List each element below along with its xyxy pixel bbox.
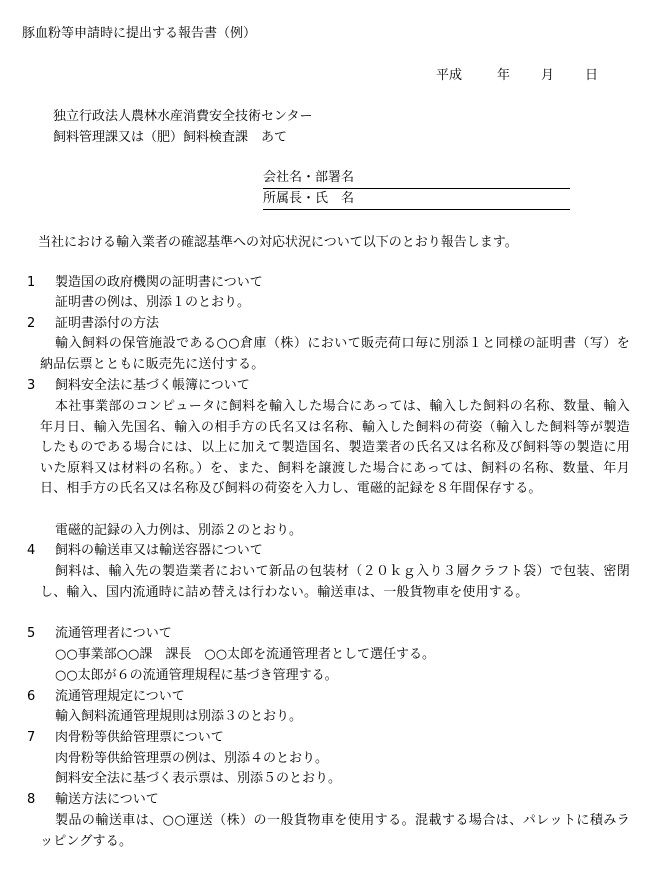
- section-number: 3: [27, 378, 36, 393]
- section-body: 輸入飼料流通管理規則は別添３のとおり。: [55, 709, 303, 724]
- intro-text: 当社における輸入業者の確認基準への対応状況について以下のとおり報告します。: [38, 235, 518, 250]
- manager-name-field: 所属長・氏 名: [263, 189, 570, 210]
- addressee-organization: 独立行政法人農林水産消費安全技術センター: [53, 109, 313, 124]
- section-heading: 流通管理者について: [55, 626, 172, 641]
- section-number: 5: [27, 626, 36, 641]
- section-body: 電磁的記録の入力例は、別添２のとおり。: [55, 523, 303, 538]
- section-body: 肉骨粉等供給管理票の例は、別添４のとおり。: [55, 751, 329, 766]
- section-body: 飼料は、輸入先の製造業者において新品の包装材（２０ｋｇ入り３層クラフト袋）で包装、密閉し、輸入、国内流通時に詰め替えは行わない。輸送車は、一般貨物車を使用する。: [40, 564, 630, 600]
- section-heading: 飼料の輸送車又は輸送容器について: [55, 543, 263, 558]
- addressee-department: 飼料管理課又は（肥）飼料検査課 あて: [53, 130, 288, 145]
- section-body: 本社事業部のコンピュータに飼料を輸入した場合にあっては、輸入した飼料の名称、数量、輸入年月日、輸入先国名、輸入の相手方の氏名又は名称、輸入した飼料の荷姿（輸入した飼料等が製造したものである場合には、以上に加えて製造国名、製造業者の氏名又は名称及び飼料等の製造に用いた原料又は材料の名称。）を、また、飼料を譲渡した場合にあっては、飼料の名称、数量、年月日、相手方の氏名又は名称及び飼料の荷姿を入力し、電磁的記録を８年間保存する。: [40, 399, 630, 497]
- date-era: 平成: [436, 68, 463, 83]
- section-body: ○○事業部○○課 課長 ○○太郎を流通管理者として選任する。: [55, 647, 436, 662]
- section-number: 8: [27, 792, 36, 807]
- section-heading: 製造国の政府機関の証明書について: [55, 275, 263, 290]
- document-title: 豚血粉等申請時に提出する報告書（例）: [22, 26, 257, 41]
- date-year: 年: [497, 68, 511, 83]
- section-number: 2: [27, 316, 36, 331]
- date-day: 日: [585, 68, 599, 83]
- section-number: 7: [27, 730, 36, 745]
- section-number: 6: [27, 689, 36, 704]
- section-body: 輸入飼料の保管施設である○○倉庫（株）において販売荷口毎に別添１と同様の証明書（写）を納品伝票とともに販売先に送付する。: [40, 336, 630, 372]
- date-month: 月: [541, 68, 555, 83]
- section-heading: 証明書添付の方法: [55, 316, 160, 331]
- section-heading: 飼料安全法に基づく帳簿について: [55, 378, 250, 393]
- section-number: 4: [27, 543, 36, 558]
- section-heading: 肉骨粉等供給管理票について: [55, 730, 224, 745]
- company-name-field: 会社名・部署名: [263, 168, 570, 189]
- section-body: 製品の輸送車は、○○運送（株）の一般貨物車を使用する。混載する場合は、パレットに積みラッピングする。: [40, 813, 630, 849]
- section-number: 1: [27, 275, 36, 290]
- section-body: ○○太郎が６の流通管理規程に基づき管理する。: [55, 668, 338, 683]
- section-body: 証明書の例は、別添１のとおり。: [55, 295, 251, 310]
- section-heading: 輸送方法について: [55, 792, 159, 807]
- section-body: 飼料安全法に基づく表示票は、別添５のとおり。: [55, 771, 342, 786]
- section-heading: 流通管理規定について: [55, 689, 185, 704]
